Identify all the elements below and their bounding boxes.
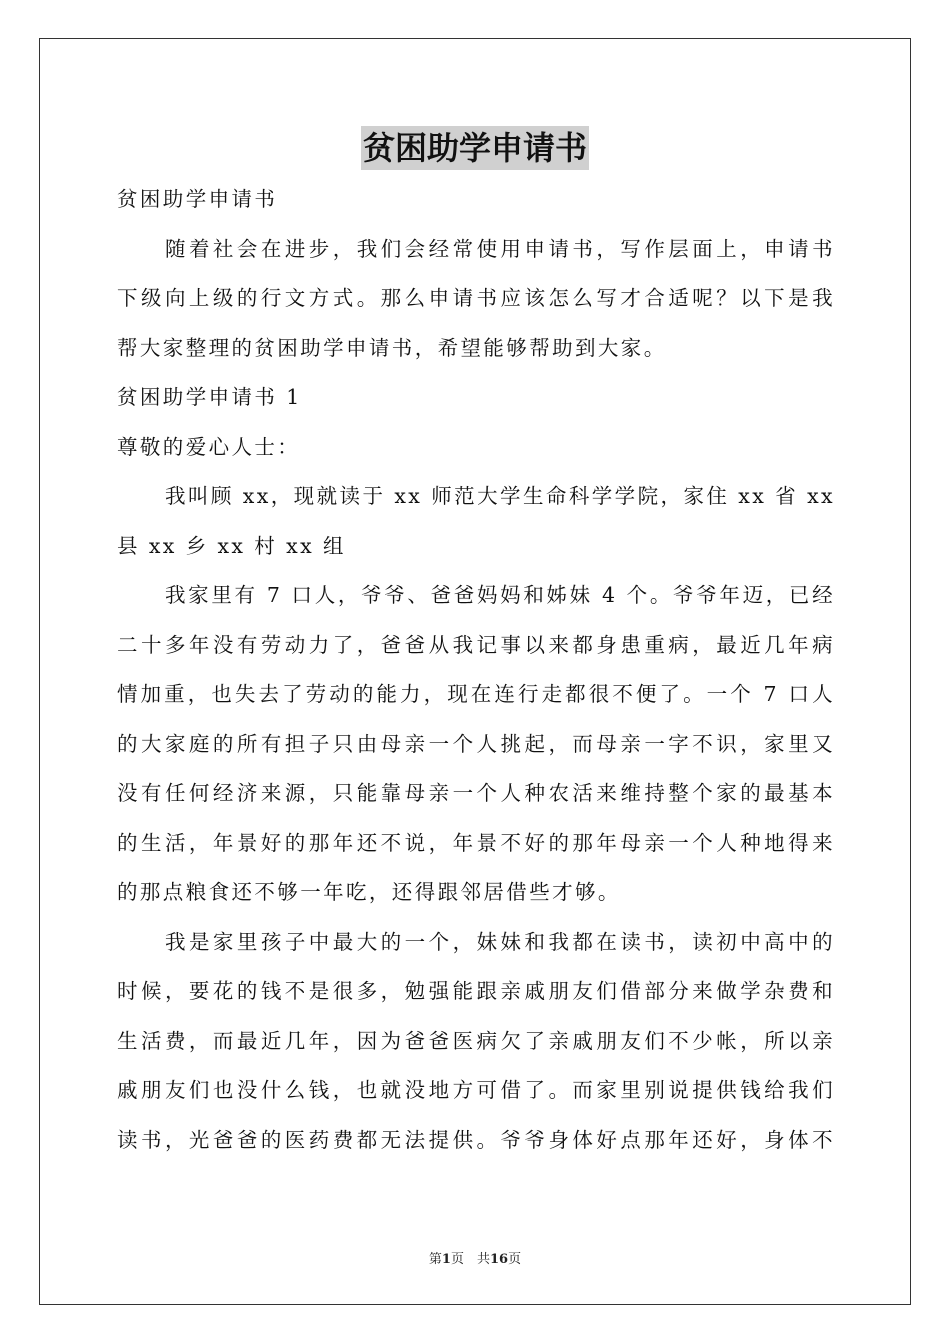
- document-body: [117, 175, 835, 1165]
- text-line: 生活费，而最近几年，因为爸爸医病欠了亲戚朋友们不少帐，所以亲: [117, 1028, 835, 1053]
- text-line: 读书，光爸爸的医药费都无法提供。爷爷身体好点那年还好，身体不: [117, 1127, 835, 1152]
- footer-page-number: 1: [441, 1252, 451, 1267]
- text-line: 县 xx 乡 xx 村 xx 组: [117, 533, 346, 558]
- footer-total-pages: 16: [489, 1252, 509, 1267]
- page-footer: [0, 1248, 950, 1267]
- text-line: 时候，要花的钱不是很多，勉强能跟亲戚朋友们借部分来做学杂费和: [117, 979, 835, 1003]
- text-line: 下级向上级的行文方式。那么申请书应该怎么写才合适呢？以下是我: [117, 286, 835, 310]
- text-line: 我叫顾 xx，现就读于 xx 师范大学生命科学学院，家住 xx 省 xx: [165, 484, 835, 508]
- text-line: 戚朋友们也没什么钱，也就没地方可借了。而家里别说提供钱给我们: [117, 1078, 835, 1102]
- text-line: 随着社会在进步，我们会经常使用申请书，写作层面上，申请书: [165, 236, 835, 261]
- text-line: 我家里有 7 口人，爷爷、爸爸妈妈和姊妹 4 个。爷爷年迈，已经: [165, 583, 835, 607]
- text-line: 贫困助学申请书 1: [117, 385, 302, 409]
- text-line: 的大家庭的所有担子只由母亲一个人挑起，而母亲一字不识，家里又: [117, 731, 835, 756]
- text-line: 的生活，年景好的那年还不说，年景不好的那年母亲一个人种地得来: [117, 830, 835, 855]
- text-line: 情加重，也失去了劳动的能力，现在连行走都很不便了。一个 7 口人: [117, 682, 835, 706]
- footer-prefix: 第: [428, 1252, 442, 1267]
- text-line: 贫困助学申请书: [117, 187, 278, 211]
- text-line: 帮大家整理的贫困助学申请书，希望能够帮助到大家。: [117, 335, 667, 360]
- text-line: 我是家里孩子中最大的一个，妹妹和我都在读书，读初中高中的: [165, 929, 835, 954]
- text-line: 二十多年没有劳动力了，爸爸从我记事以来都身患重病，最近几年病: [117, 632, 835, 657]
- footer-suffix: 页: [508, 1252, 522, 1267]
- document-title: 贫困助学申请书: [361, 126, 589, 170]
- text-line: 尊敬的爱心人士：: [117, 434, 301, 459]
- footer-middle: 页 共: [450, 1252, 490, 1267]
- text-line: 没有任何经济来源，只能靠母亲一个人种农活来维持整个家的最基本: [117, 781, 835, 805]
- text-line: 的那点粮食还不够一年吃，还得跟邻居借些才够。: [117, 880, 621, 904]
- title-container: [0, 126, 950, 170]
